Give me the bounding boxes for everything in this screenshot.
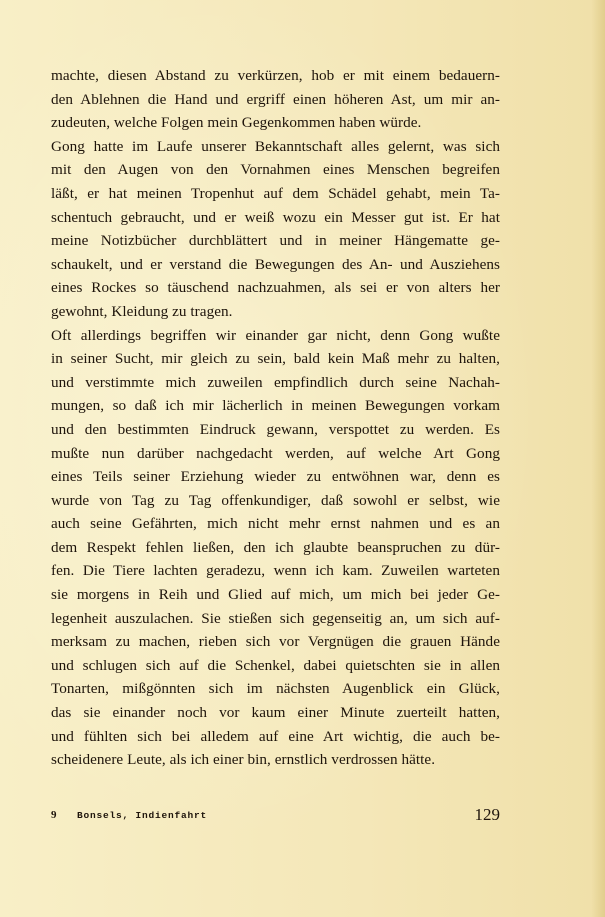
- text-line: auch seine Gefährten, mich nicht mehr ernst nahmen und es an: [51, 515, 500, 533]
- text-line: Oft allerdings begriffen wir einander gar nicht, denn Gong wußte: [51, 326, 500, 344]
- text-line: eines Rockes so täuschend nachzuahmen, als sei er von alters her: [51, 279, 500, 297]
- page-footer: [51, 806, 500, 830]
- text-line: das sie einander noch vor kaum einer Minute zuerteilt hatten,: [51, 704, 500, 722]
- text-line: mußte nun darüber nachgedacht werden, auf welche Art Gong: [51, 444, 500, 462]
- text-line: mit den Augen von den Vornahmen eines Menschen begreifen: [51, 161, 500, 179]
- text-line: und verstimmte mich zuweilen empfindlich durch seine Nachah-: [51, 373, 500, 391]
- text-line: und den bestimmten Eindruck gewann, verspottet zu werden. Es: [51, 420, 500, 438]
- text-line: den Ablehnen die Hand und ergriff einen höheren Ast, um mir an-: [51, 90, 500, 108]
- text-line: gewohnt, Kleidung zu tragen.: [51, 302, 233, 320]
- text-line: schaukelt, und er verstand die Bewegungen des An- und Ausziehens: [51, 255, 500, 273]
- text-line: legenheit auszulachen. Sie stießen sich gegenseitig an, um sich auf-: [51, 609, 500, 627]
- text-line: scheidenere Leute, als ich einer bin, ernstlich verdrossen hätte.: [51, 751, 436, 769]
- text-line: machte, diesen Abstand zu verkürzen, hob er mit einem bedauern-: [51, 67, 500, 84]
- text-line: meine Notizbücher durchblättert und in meiner Hängematte ge-: [51, 232, 500, 250]
- signature-mark: Bonsels, Indienfahrt: [77, 810, 208, 821]
- text-line: läßt, er hat meinen Tropenhut auf dem Schädel gehabt, mein Ta-: [51, 184, 500, 202]
- page-number: 129: [474, 805, 500, 824]
- body-text: [51, 64, 500, 772]
- text-line: in seiner Sucht, mir gleich zu sein, bald kein Maß mehr zu halten,: [51, 350, 500, 368]
- text-line: Tonarten, mißgönnten sich im nächsten Augenblick ein Glück,: [51, 680, 500, 698]
- text-line: merksam zu machen, rieben sich vor Vergnügen die grauen Hände: [51, 633, 500, 651]
- text-line: fen. Die Tiere lachten geradezu, wenn ich kam. Zuweilen warteten: [51, 562, 500, 580]
- text-line: Gong hatte im Laufe unserer Bekanntschaft alles gelernt, was sich: [51, 137, 500, 155]
- text-line: sie morgens in Reih und Glied auf mich, um mich bei jeder Ge-: [51, 586, 500, 604]
- signature-number: 9: [51, 809, 57, 821]
- text-line: zudeuten, welche Folgen mein Gegenkommen haben würde.: [51, 114, 422, 132]
- text-line: mungen, so daß ich mir lächerlich in meinen Bewegungen vorkam: [51, 397, 500, 415]
- text-line: eines Teils seiner Erziehung wieder zu entwöhnen war, denn es: [51, 468, 500, 486]
- text-line: schentuch gebraucht, und er weiß wozu ein Messer gut ist. Er hat: [51, 208, 500, 226]
- text-line: und schlugen sich auf die Schenkel, dabei quietschten sie in allen: [51, 656, 500, 674]
- text-line: dem Respekt fehlen ließen, den ich glaubte beanspruchen zu dür-: [51, 538, 500, 556]
- page-edge-shadow: [591, 0, 605, 917]
- text-line: und fühlten sich bei alledem auf eine Art wichtig, die auch be-: [51, 727, 500, 745]
- text-line: wurde von Tag zu Tag offenkundiger, daß sowohl er selbst, wie: [51, 491, 500, 509]
